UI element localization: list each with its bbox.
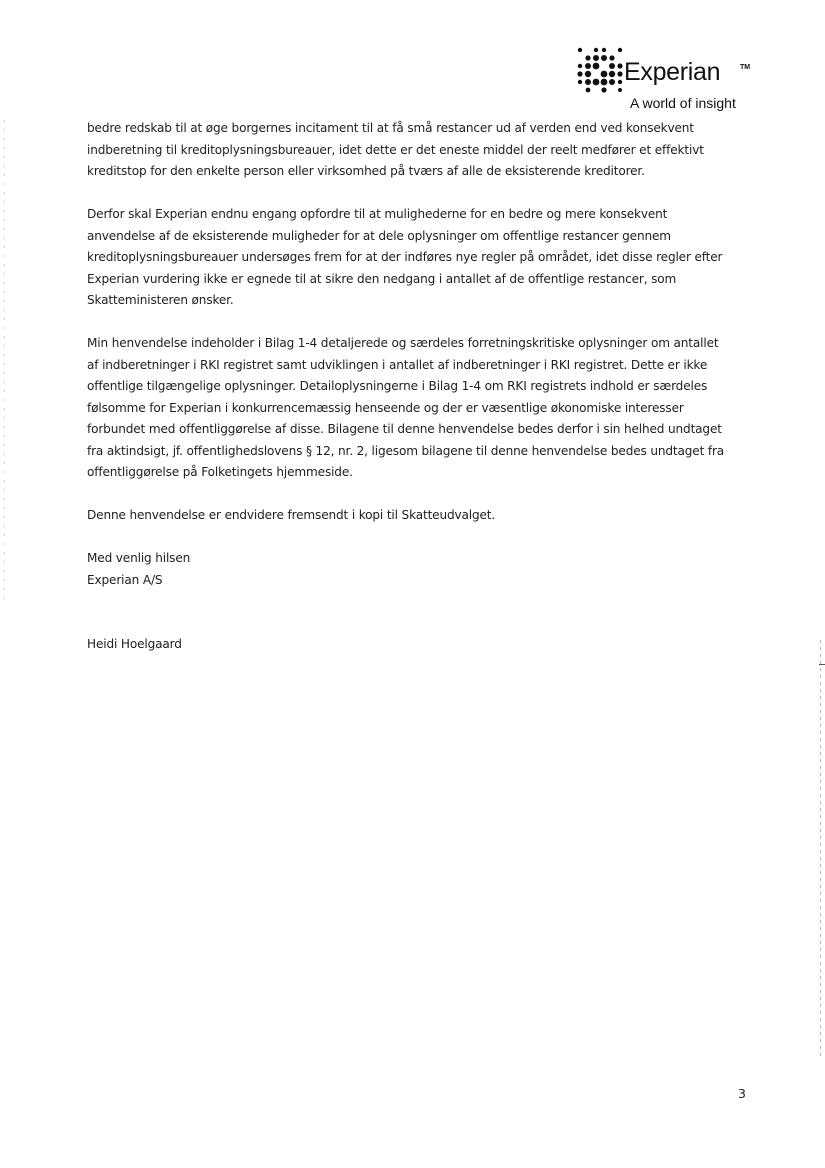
paragraph-incentive — [87, 118, 757, 183]
closing-greeting: Med venlig hilsen — [87, 551, 191, 565]
signature-block — [87, 613, 757, 656]
scan-edge-right — [820, 640, 821, 1060]
text-line: Denne henvendelse er endvidere fremsendt i kopi til Skatteudvalget. — [87, 508, 496, 522]
experian-logo — [574, 44, 754, 114]
text-line: Derfor skal Experian endnu engang opfordre til at mulighederne for en bedre og mere konsekvent — [87, 207, 668, 221]
closing-block — [87, 548, 757, 591]
paragraph-confidentiality — [87, 333, 757, 484]
text-line: kreditoplysningsbureauer undersøges frem for at der indføres nye regler på området, idet disse regler efter — [87, 250, 723, 264]
closing-company: Experian A/S — [87, 572, 163, 587]
logo-tagline: A world of insight — [630, 95, 736, 111]
text-line: fra aktindsigt, jf. offentlighedslovens § 12, nr. 2, ligesom bilagene til denne henvendelse bedes undtaget fra — [87, 443, 725, 458]
text-line: Skatteministeren ønsker. — [87, 293, 234, 307]
experian-wordmark: Experian — [624, 58, 721, 86]
text-line: kreditstop for den enkelte person eller virksomhed på tværs af alle de eksisterende kreditorer. — [87, 164, 645, 178]
text-line: anvendelse af de eksisterende muligheder for at dele oplysninger om offentlige restancer gennem — [87, 228, 671, 243]
letter-body — [87, 118, 757, 677]
text-line: forbundet med offentliggørelse af disse. Bilagene til denne henvendelse bedes derfor i sin helhed undtaget — [87, 422, 722, 436]
text-line: af indberetninger i RKI registret samt udviklingen i antallet af indberetninger i RKI registret. Dette er ikke — [87, 357, 708, 372]
page-number: 3 — [738, 1086, 746, 1101]
text-line: offentlige tilgængelige oplysninger. Detailoplysningerne i Bilag 1-4 om RKI registrets indhold er særdeles — [87, 379, 708, 393]
text-line: Min henvendelse indeholder i Bilag 1-4 detaljerede og særdeles forretningskritiske oplysninger om antallet — [87, 336, 719, 350]
text-line: bedre redskab til at øge borgernes incitament til at få små restancer ud af verden end ved konsekvent — [87, 121, 694, 135]
text-line: følsomme for Experian i konkurrencemæssig henseende og der er væsentlige økonomiske interesser — [87, 400, 684, 415]
experian-dots-icon — [576, 46, 628, 104]
paragraph-copy-notice — [87, 505, 757, 527]
text-line: Experian vurdering ikke er egnede til at sikre den nedgang i antallet af de offentlige restancer, som — [87, 271, 677, 286]
scan-edge-left — [4, 120, 5, 600]
text-line: indberetning til kreditoplysningsbureauer, idet dette er det eneste middel der reelt medfører et effektivt — [87, 142, 704, 157]
paragraph-recommendation — [87, 204, 757, 312]
trademark-symbol: TM — [740, 64, 751, 71]
signatory-name: Heidi Hoelgaard — [87, 637, 182, 651]
text-line: offentliggørelse på Folketingets hjemmeside. — [87, 465, 353, 479]
scan-edge-tick — [819, 664, 825, 665]
